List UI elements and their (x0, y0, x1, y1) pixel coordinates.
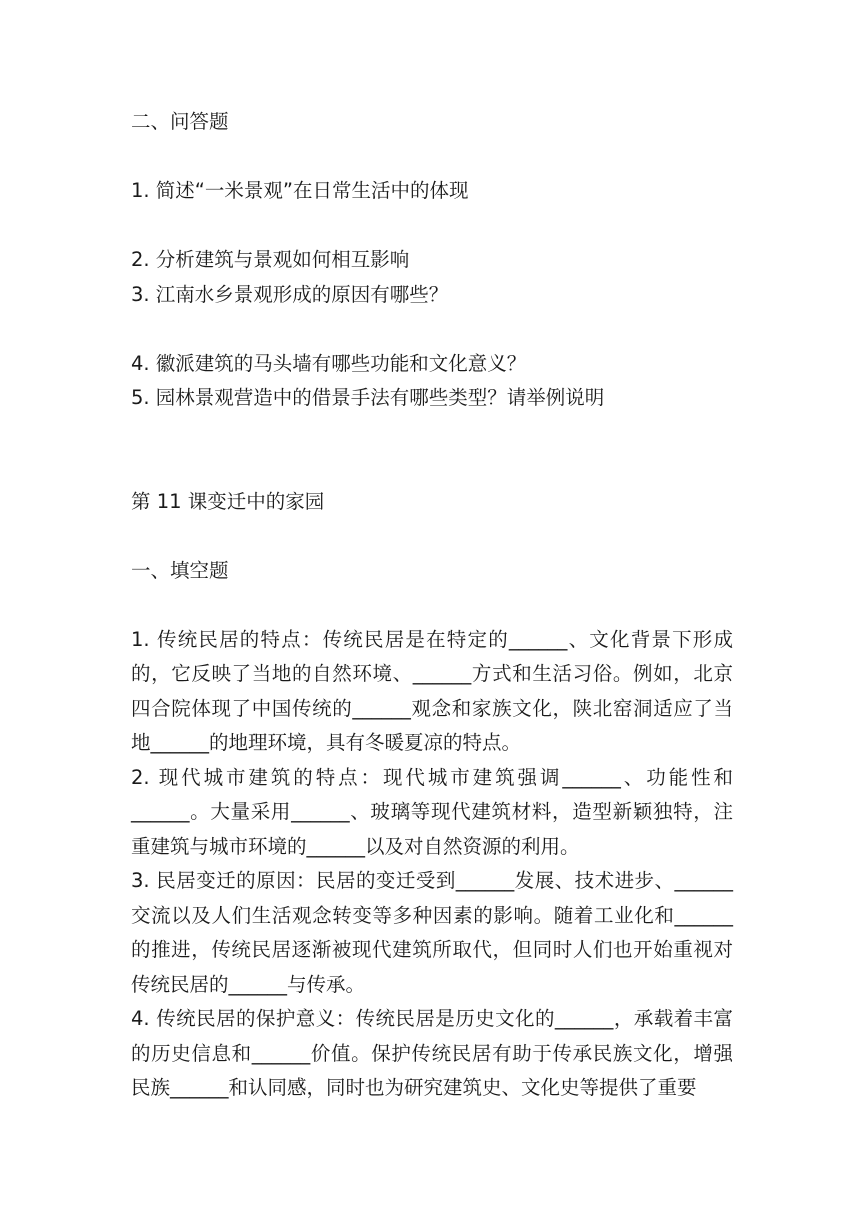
question-item: 3. 江南水乡景观形成的原因有哪些？ (131, 282, 449, 306)
lesson-title: 第 11 课变迁中的家园 (131, 489, 325, 513)
section-heading-fill: 一、填空题 (131, 558, 229, 582)
fill-item: 2. 现代城市建筑的特点：现代城市建筑强调______、功能性和______。大量采用______、玻璃等现代建筑材料，造型新颖独特，注重建筑与城市环境的______以及对自然资源的利用。 (131, 765, 733, 858)
question-item: 4. 徽派建筑的马头墙有哪些功能和文化意义？ (131, 351, 527, 375)
document-page (131, 0, 733, 1106)
fill-item: 4. 传统民居的保护意义：传统民居是历史文化的______，承载着丰富的历史信息和______价值。保护传统民居有助于传承民族文化，增强民族______和认同感，同时也为研究建筑史、文化史等提供了重要 (131, 1007, 733, 1099)
fill-item: 1. 传统民居的特点：传统民居是在特定的______、文化背景下形成的，它反映了当地的自然环境、______方式和生活习俗。例如，北京四合院体现了中国传统的______观念和家族文化，陕北窑洞适应了当地______的地理环境，具有冬暖夏凉的特点。 (131, 627, 733, 754)
section-heading-qa: 二、问答题 (131, 110, 229, 133)
question-item: 5. 园林景观营造中的借景手法有哪些类型？请举例说明 (131, 386, 605, 409)
question-item: 1. 简述“一米景观”在日常生活中的体现 (131, 179, 469, 202)
question-item: 2. 分析建筑与景观如何相互影响 (131, 248, 410, 271)
fill-item: 3. 民居变迁的原因：民居的变迁受到______发展、技术进步、______交流以及人们生活观念转变等多种因素的影响。随着工业化和______的推进，传统民居逐渐被现代建筑所取代，但同时人们也开始重视对传统民居的______与传承。 (131, 869, 733, 996)
